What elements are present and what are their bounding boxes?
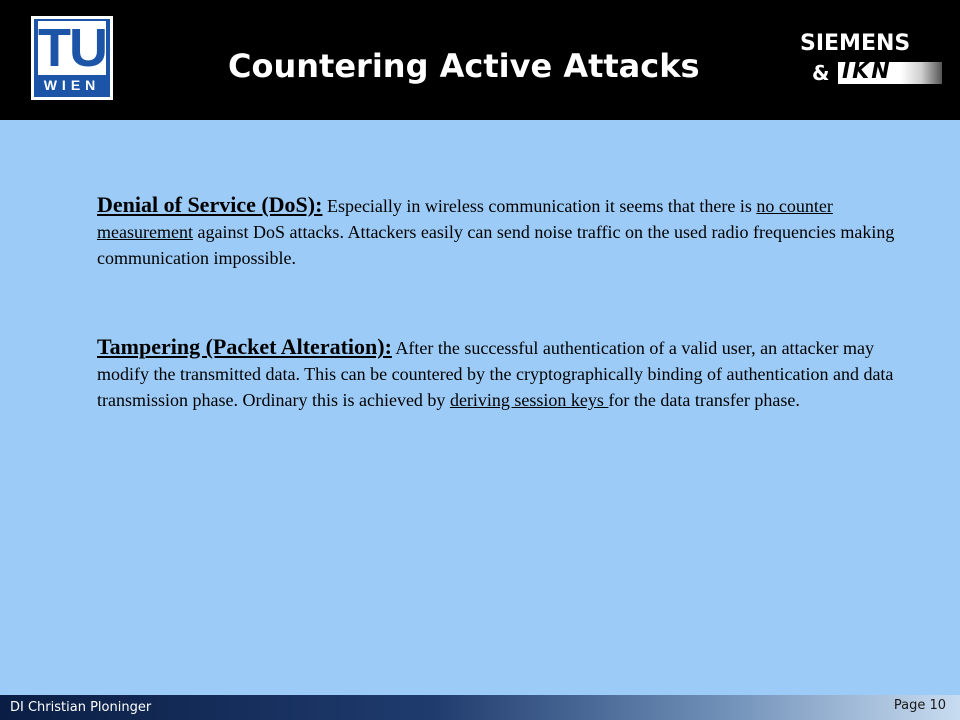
tampering-text-1: After the successful authentication of a valid user, an attacker may modify the transmitted data. This can be countered by the cryptographically binding of authentication and data transmission phase. Ordinary this is achieved by [97,338,894,410]
footer-bar [0,695,960,720]
ampersand: & [812,61,830,85]
tu-logo-text: TU [38,18,106,78]
ikn-logo [838,59,942,84]
author-name: DI Christian Ploninger [10,700,152,715]
slide-title: Countering Active Attacks [228,47,700,85]
dos-text-1: Especially in wireless communication it seems that there is [322,196,757,216]
dos-heading: Denial of Service (DoS): [97,192,323,217]
tampering-text-2: for the data transfer phase. [608,390,800,410]
page-number: Page 10 [893,698,946,713]
dos-underlined: no counter measurement [97,196,833,242]
ikn-logo-text: IKN [842,59,892,84]
tampering-paragraph [97,334,897,413]
dos-text-2: against DoS attacks. Attackers easily can send noise traffic on the used radio frequencies making communication impossible. [97,222,895,268]
header-bar [0,0,960,120]
tu-wien-logo [31,16,113,100]
siemens-logo: SIEMENS [800,31,911,56]
dos-paragraph [97,192,897,271]
tampering-underlined: deriving session keys [449,390,609,410]
tu-logo-subtext: WIEN [43,77,101,93]
tampering-heading: Tampering (Packet Alteration): [97,334,392,359]
